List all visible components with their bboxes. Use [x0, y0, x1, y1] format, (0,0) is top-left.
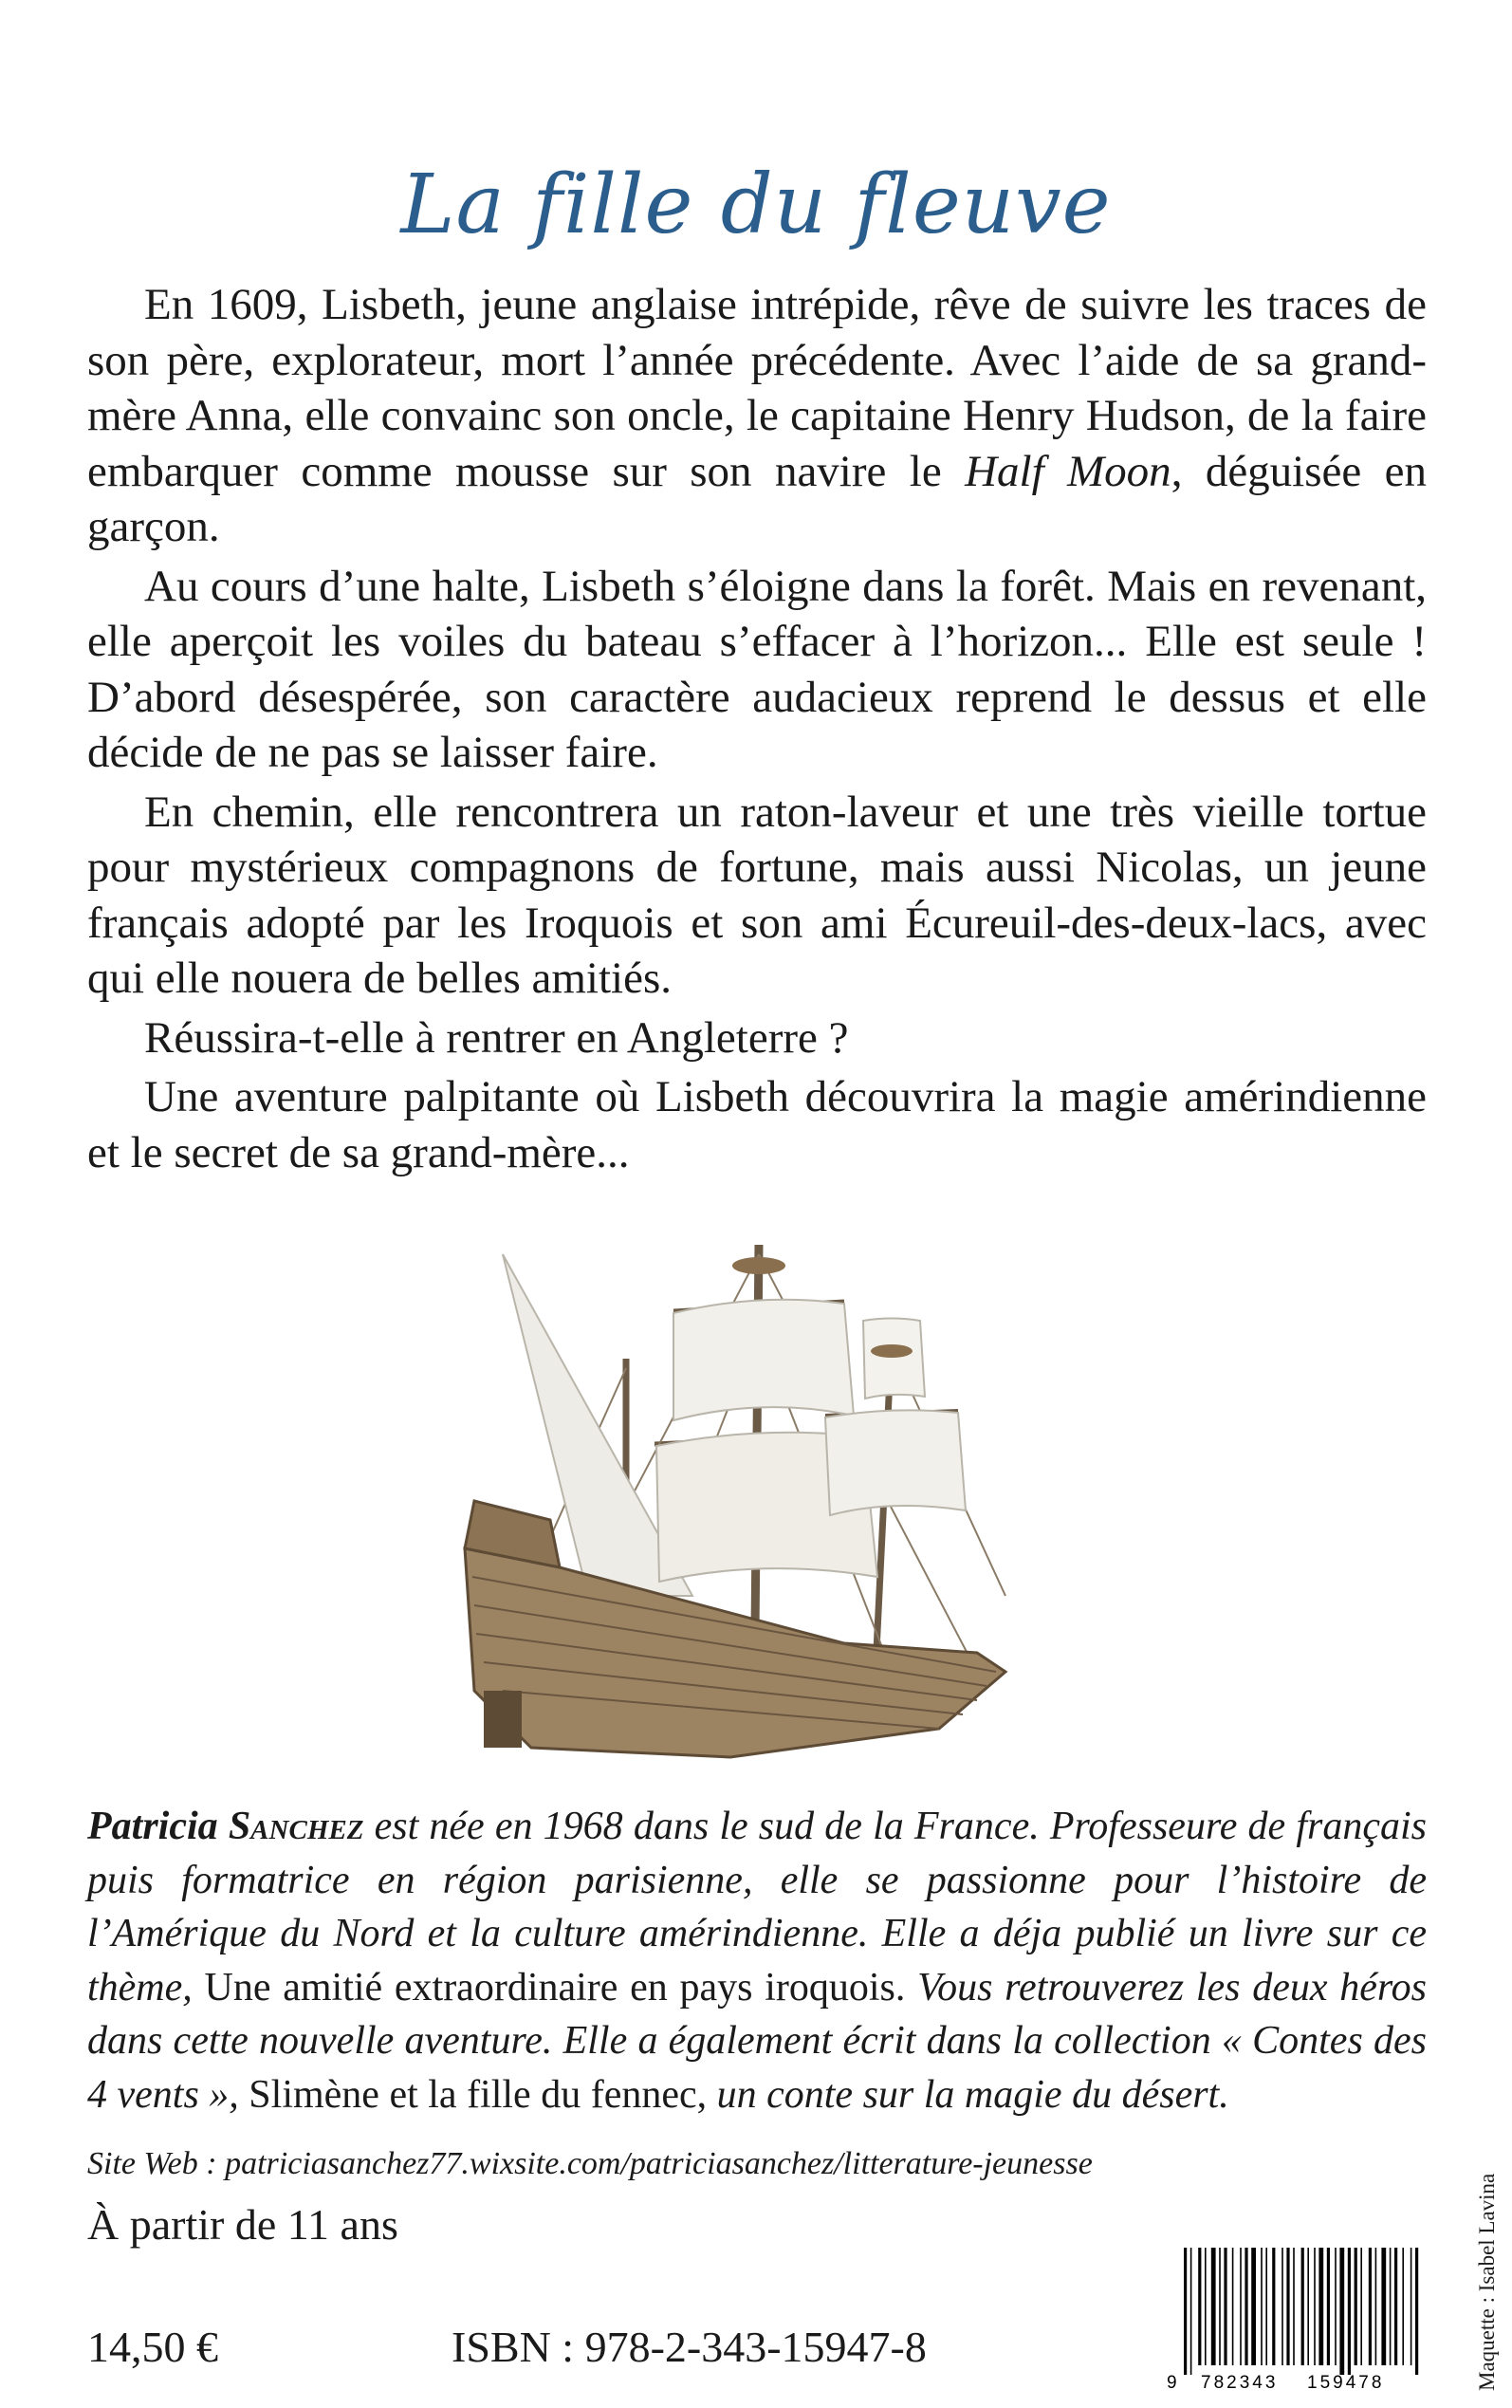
author-first-name: Patricia — [87, 1805, 218, 1848]
synopsis-paragraph-4: Réussira-t-elle à rentrer en Angleterre ? — [144, 1012, 849, 1063]
age-range: À partir de 11 ans — [87, 2200, 398, 2249]
barcode-bar — [1375, 2248, 1377, 2365]
barcode-bar — [1381, 2248, 1386, 2365]
barcode-bar — [1245, 2248, 1247, 2365]
synopsis-text: En 1609, Lisbeth, jeune anglaise intrépide, rêve de suivre les traces de son père, explorateur, mort l’année précédente. Avec l’aide de sa grand-mère Anna, elle convainc son oncle, le capitaine Henry Hudson, de la faire embarquer comme mousse sur son navire le — [87, 280, 1427, 496]
barcode-bar — [1307, 2248, 1309, 2365]
barcode-bar — [1394, 2248, 1397, 2365]
author-last-name: Sanchez — [228, 1805, 364, 1848]
barcode-bar — [1318, 2248, 1323, 2365]
barcode-bar — [1355, 2248, 1357, 2365]
isbn: ISBN : 978-2-343-15947-8 — [452, 2323, 927, 2371]
barcode-digits-left: 782343 — [1201, 2373, 1279, 2392]
barcode-bar — [1211, 2248, 1216, 2365]
synopsis — [87, 277, 1427, 1184]
synopsis-paragraph-2: Au cours d’une halte, Lisbeth s’éloigne dans la forêt. Mais en revenant, elle aperçoit les voiles du bateau s’effacer à l’horizon... Elle est seule ! D’abord désespérée, son caractère audacieux reprend le dessus et elle décide de ne pas se laisser faire. — [87, 561, 1427, 777]
barcode-bar — [1198, 2248, 1201, 2365]
barcode-bar — [1251, 2248, 1256, 2365]
author-book-title: Une amitié extraordinaire en pays iroquois. — [204, 1965, 906, 2010]
author-website: Site Web : patriciasanchez77.wixsite.com/patriciasanchez/litterature-jeunesse — [87, 2146, 1093, 2181]
barcode-bar — [1272, 2248, 1275, 2365]
synopsis-text: , déguisée en garçon. — [87, 446, 1428, 551]
barcode-bar — [1335, 2248, 1337, 2365]
barcode-bar — [1282, 2248, 1283, 2365]
barcode-bar — [1286, 2248, 1289, 2365]
barcode-bar — [1219, 2248, 1221, 2365]
barcode-bar — [1415, 2248, 1418, 2375]
barcode-bar — [1402, 2248, 1404, 2365]
design-credit: Maquette : Isabel Lavina — [1475, 2173, 1499, 2391]
barcode-bar — [1360, 2248, 1362, 2365]
barcode-bar — [1301, 2248, 1304, 2365]
barcode-bar — [1265, 2248, 1267, 2365]
author-bio — [87, 1800, 1427, 2121]
sailing-ship-icon — [446, 1197, 1015, 1786]
ship-name: Half Moon — [965, 446, 1171, 496]
barcode-bar — [1293, 2248, 1295, 2365]
barcode-bar — [1411, 2248, 1412, 2365]
barcode-bar — [1348, 2248, 1351, 2375]
author-bio-text: est née en 1968 dans le sud de la France. Professeure de français puis formatrice en région parisienne, elle se passionne pour l’histoire de l’Amérique du Nord et la culture amérindienne. Elle a déja publié un livre sur ce thème, — [87, 1805, 1428, 2010]
barcode-bar — [1205, 2248, 1207, 2365]
synopsis-paragraph-1 — [87, 277, 1427, 555]
price: 14,50 € — [87, 2323, 218, 2371]
author-bio-text: un conte sur la magie du désert. — [707, 2072, 1229, 2117]
author-name — [87, 1805, 363, 1848]
synopsis-paragraph-5: Une aventure palpitante où Lisbeth découvrira la magie amérindienne et le secret de sa grand-mère... — [87, 1072, 1427, 1177]
synopsis-paragraph-3: En chemin, elle rencontrera un raton-laveur et une très vieille tortue pour mystérieux compagnons de fortune, mais aussi Nicolas, un jeune français adopté par les Iroquois et son ami Écureuil-des-deux-lacs, avec qui elle nouera de belles amitiés. — [87, 787, 1427, 1003]
author-book-title: Slimène et la fille du fennec, — [249, 2072, 708, 2117]
barcode-bar — [1261, 2248, 1263, 2365]
barcode-bar — [1190, 2248, 1192, 2375]
barcode-bar — [1224, 2248, 1226, 2365]
barcode-bar — [1390, 2248, 1392, 2365]
barcode-bar — [1232, 2248, 1234, 2365]
barcode-bar — [1327, 2248, 1330, 2365]
barcode — [1165, 2244, 1427, 2392]
barcode-bar — [1314, 2248, 1316, 2365]
barcode-digits-right: 159478 — [1307, 2373, 1385, 2392]
barcode-digit-first: 9 — [1167, 2373, 1177, 2392]
barcode-bar — [1184, 2248, 1187, 2375]
book-title: La fille du fleuve — [400, 157, 1112, 252]
barcode-bar — [1339, 2248, 1344, 2375]
barcode-bar — [1369, 2248, 1372, 2365]
barcode-bar — [1240, 2248, 1242, 2365]
author-bio-text: Vous retrouverez les deux héros dans cette nouvelle aventure. Elle a également écrit dans la collection « Contes des 4 vents », — [87, 1965, 1427, 2117]
